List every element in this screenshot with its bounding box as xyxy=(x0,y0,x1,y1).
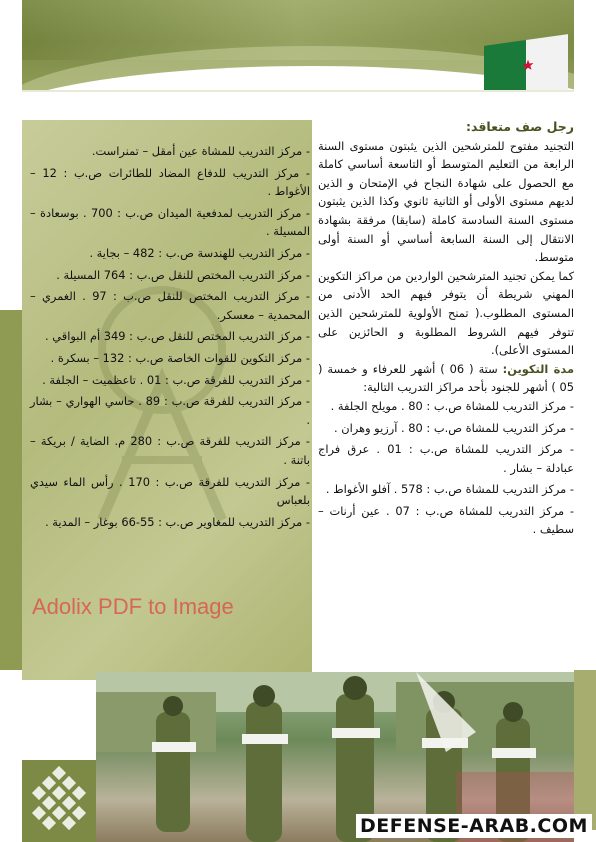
watermark-text: Adolix PDF to Image xyxy=(32,594,234,619)
list-item: - مركز التكوين للقوات الخاصة ص.ب : 132 – بسكرة . xyxy=(50,350,310,365)
header-banner xyxy=(22,0,574,92)
list-item: - مركز التدريب للمشاة ص.ب : 578 . آفلو الأغواط . xyxy=(325,482,574,497)
list-item: - مركز التدريب المختص للنقل ص.ب : 764 المسيلة . xyxy=(56,267,310,282)
list-item: - مركز التدريب للمشاة عين أمقل – تمنراست. xyxy=(91,144,310,158)
right-text-column xyxy=(318,118,574,542)
left-edge-strip xyxy=(0,310,22,670)
list-item: - مركز التدريب المختص للنقل ص.ب : 97 . الغمري – المحمدية – معسكر. xyxy=(30,289,310,322)
list-item: - مركز التدريب للدفاع المضاد للطائرات ص.ب : 12 – الأغواط . xyxy=(30,165,310,199)
brand-label: DEFENSE-ARAB.COM xyxy=(356,814,592,838)
section-title: رجل صف متعاقد: xyxy=(465,119,574,134)
list-item: - مركز التدريب للفرقة ص.ب : 01 . تاعظميت – الجلفة . xyxy=(42,372,310,387)
list-item: - مركز التدريب للمشاة ص.ب : 07 . عين أرنات – سطيف . xyxy=(318,503,575,537)
list-item: - مركز التدريب للمشاة ص.ب : 80 . آرزيو وهران . xyxy=(334,420,574,435)
left-text-column xyxy=(30,142,310,534)
training-label: مدة التكوين: xyxy=(502,361,574,376)
list-item: - مركز التدريب للفرقة ص.ب : 89 . حاسي الهواري – بشار . xyxy=(30,394,310,427)
list-item: - مركز التدريب لمدفعية الميدان ص.ب : 700 . بوسعادة – المسيلة . xyxy=(30,205,310,239)
intro-paragraph: التجنيد مفتوح للمترشحين الذين يثبتون مستوى السنة الرابعة من التعليم المتوسط أو التاسعة أساسي كاملة مع الحصول على شهادة النجاح في الإمتحان و الذين لديهم مستوى الأولى أو الثانية ثانوي وكذا الذين يثبتون مستوى السنة السادسة كاملة (سابقا) مرفقة بشهادة الانتقال إلى السنة السابعة أساسي أو السنة أولى متوسط. xyxy=(318,138,574,265)
training-text: ستة ( 06 ) أشهر للعرفاء و خمسة ( 05 ) أشهر للجنود بأحد مراكز التدريب التالية: xyxy=(318,361,574,395)
list-item: - مركز التدريب للمشاة ص.ب : 01 . عرق فراج عبادلة – بشار . xyxy=(318,442,575,475)
list-item: - مركز التدريب المختص للنقل ص.ب : 349 أم البواقي . xyxy=(45,329,310,344)
list-item: - مركز التدريب للفرقة ص.ب : 280 م. الضاية / بريكة – باتنة . xyxy=(30,434,310,467)
list-item: - مركز التدريب للمغاوير ص.ب : 55-66 بوغار – المدية . xyxy=(45,514,310,529)
right-edge-strip xyxy=(574,670,596,830)
list-item: - مركز التدريب للمشاة ص.ب : 80 . مويلح الجلفة . xyxy=(330,398,574,413)
diamond-pattern-logo-icon xyxy=(22,760,96,842)
training-paragraph xyxy=(318,360,574,397)
list-item: - مركز التدريب للهندسة ص.ب : 482 – بجاية . xyxy=(89,245,310,260)
second-paragraph: كما يمكن تجنيد المترشحين الواردين من مراكز التكوين المهني شريطة أن يتوفر فيهم الحد الأدنى من المستوى المطلوب.( تمنح الأولوية للمترشحين الذين تتوفر فيهم الشروط المطلوبة و الحائزين على المستوى الأعلى). xyxy=(318,268,574,358)
list-item: - مركز التدريب للفرقة ص.ب : 170 . رأس الماء سيدي بلعباس xyxy=(30,474,310,508)
